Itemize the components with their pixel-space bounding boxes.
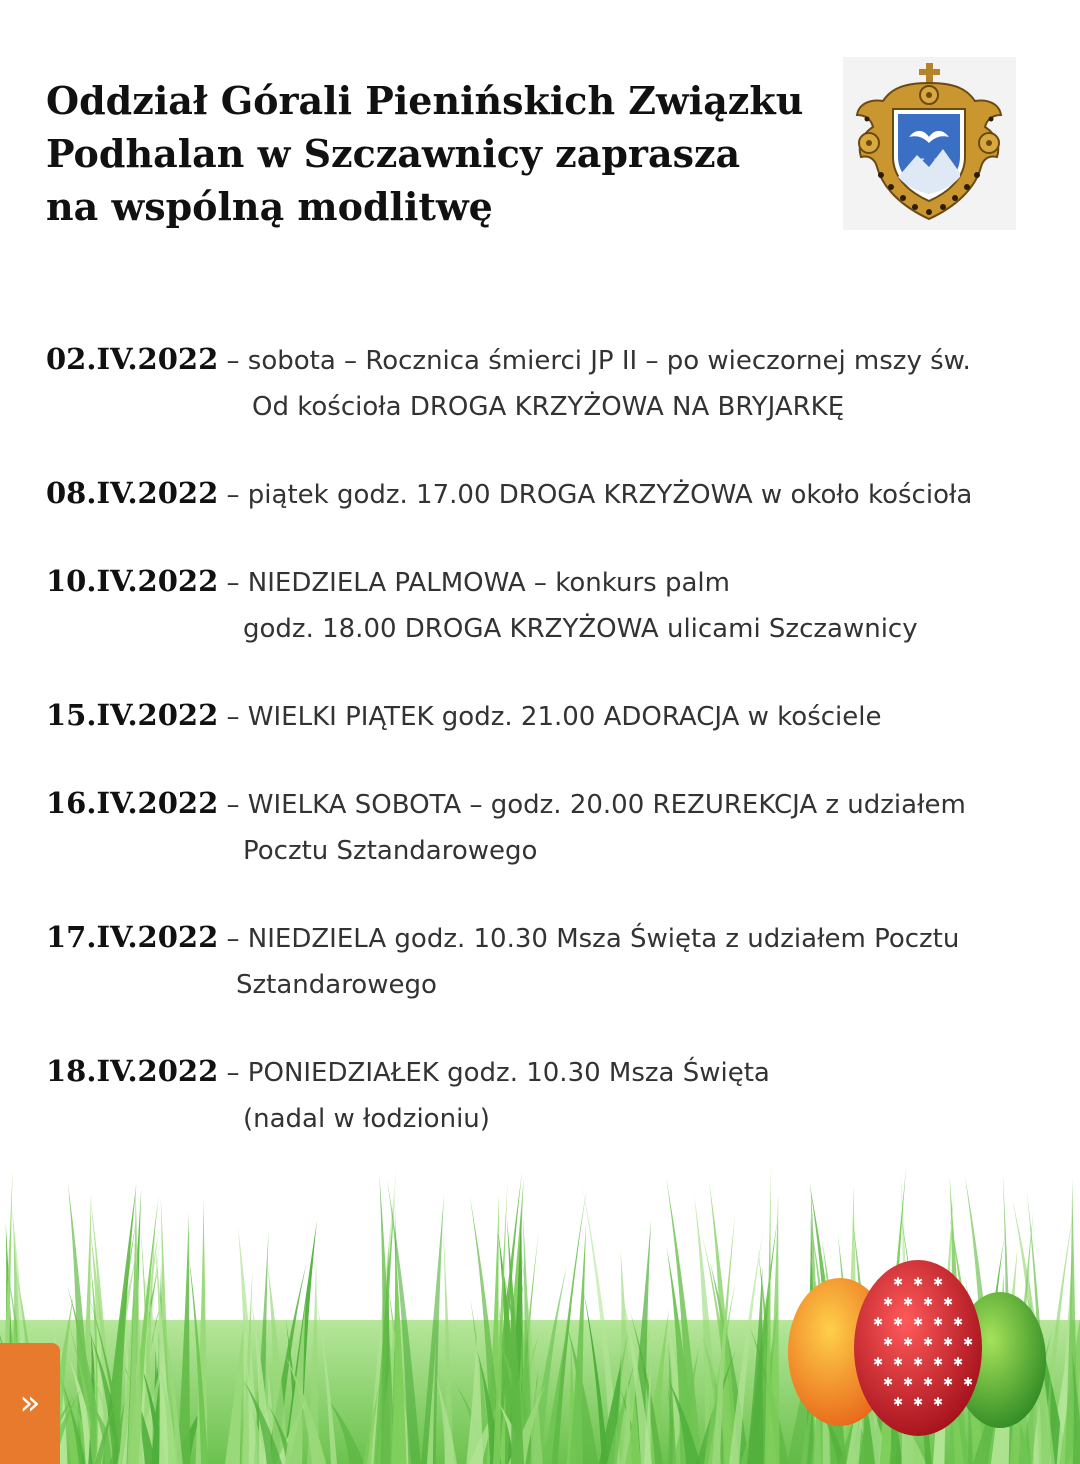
event-item [46,558,1056,652]
easter-grass-illustration [0,1110,1080,1464]
svg-text:✱: ✱ [922,1335,934,1349]
event-separator: – [218,346,248,376]
svg-text:✱: ✱ [902,1335,914,1349]
event-list [46,336,1056,1142]
event-separator: – [218,568,248,598]
event-item [46,780,1056,874]
event-separator: – [218,480,248,510]
svg-text:✱: ✱ [932,1355,944,1369]
event-separator: – [218,924,248,954]
svg-text:✱: ✱ [892,1395,904,1409]
svg-text:✱: ✱ [912,1275,924,1289]
title-line-3: na wspólną modlitwę [46,184,493,229]
event-description-continued: Od kościoła DROGA KRZYŻOWA NA BRYJARKĘ [252,392,845,422]
svg-text:✱: ✱ [952,1315,964,1329]
event-description: sobota – Rocznica śmierci JP II – po wieczornej mszy św. [247,346,971,376]
event-description-continued: godz. 18.00 DROGA KRZYŻOWA ulicami Szczawnicy [243,614,918,644]
svg-text:✱: ✱ [922,1375,934,1389]
svg-text:✱: ✱ [922,1295,934,1309]
event-description-continued: Pocztu Sztandarowego [243,836,538,866]
event-description: NIEDZIELA godz. 10.30 Msza Święta z udziałem Pocztu [247,924,960,954]
event-description: PONIEDZIAŁEK godz. 10.30 Msza Święta [247,1058,770,1088]
event-item [46,336,1056,430]
svg-text:✱: ✱ [912,1315,924,1329]
event-item [46,914,1056,1008]
svg-text:✱: ✱ [872,1355,884,1369]
svg-text:✱: ✱ [932,1315,944,1329]
event-item [46,692,1056,740]
event-date: 08.IV.2022 [46,476,219,510]
event-separator: – [218,1058,248,1088]
event-date: 16.IV.2022 [46,786,219,820]
event-description-continued: Sztandarowego [236,970,437,1000]
svg-text:✱: ✱ [872,1315,884,1329]
svg-text:✱: ✱ [942,1335,954,1349]
svg-text:✱: ✱ [912,1395,924,1409]
podhale-emblem-logo [843,57,1016,230]
title-line-1: Oddział Górali Pienińskich Związku [46,78,804,123]
svg-text:✱: ✱ [902,1375,914,1389]
next-page-button[interactable]: » [0,1343,60,1464]
svg-text:✱: ✱ [892,1275,904,1289]
event-description: WIELKA SOBOTA – godz. 20.00 REZUREKCJA z udziałem [247,790,966,820]
event-date: 02.IV.2022 [46,342,219,376]
svg-text:✱: ✱ [962,1375,974,1389]
svg-text:✱: ✱ [882,1295,894,1309]
svg-text:✱: ✱ [892,1315,904,1329]
event-description-continued: (nadal w łodzioniu) [243,1104,490,1134]
svg-text:✱: ✱ [932,1275,944,1289]
svg-text:✱: ✱ [942,1375,954,1389]
event-date: 10.IV.2022 [46,564,219,598]
svg-text:✱: ✱ [932,1395,944,1409]
coat-of-arms-icon [843,57,1016,230]
svg-text:✱: ✱ [962,1335,974,1349]
event-separator: – [218,790,248,820]
svg-text:✱: ✱ [882,1375,894,1389]
event-separator: – [218,702,248,732]
svg-text:✱: ✱ [882,1335,894,1349]
event-description: piątek godz. 17.00 DROGA KRZYŻOWA w około kościoła [247,480,973,510]
emblem-monogram: Z. P. [914,157,944,173]
event-date: 18.IV.2022 [46,1054,219,1088]
svg-text:✱: ✱ [942,1295,954,1309]
title-line-2: Podhalan w Szczawnicy zaprasza [46,131,741,176]
svg-text:✱: ✱ [912,1355,924,1369]
event-date: 17.IV.2022 [46,920,219,954]
event-description: WIELKI PIĄTEK godz. 21.00 ADORACJA w kościele [247,702,882,732]
page-title [46,74,826,233]
svg-text:✱: ✱ [952,1355,964,1369]
svg-text:✱: ✱ [892,1355,904,1369]
event-date: 15.IV.2022 [46,698,219,732]
event-description: NIEDZIELA PALMOWA – konkurs palm [247,568,730,598]
event-item [46,470,1056,518]
svg-text:✱: ✱ [902,1295,914,1309]
